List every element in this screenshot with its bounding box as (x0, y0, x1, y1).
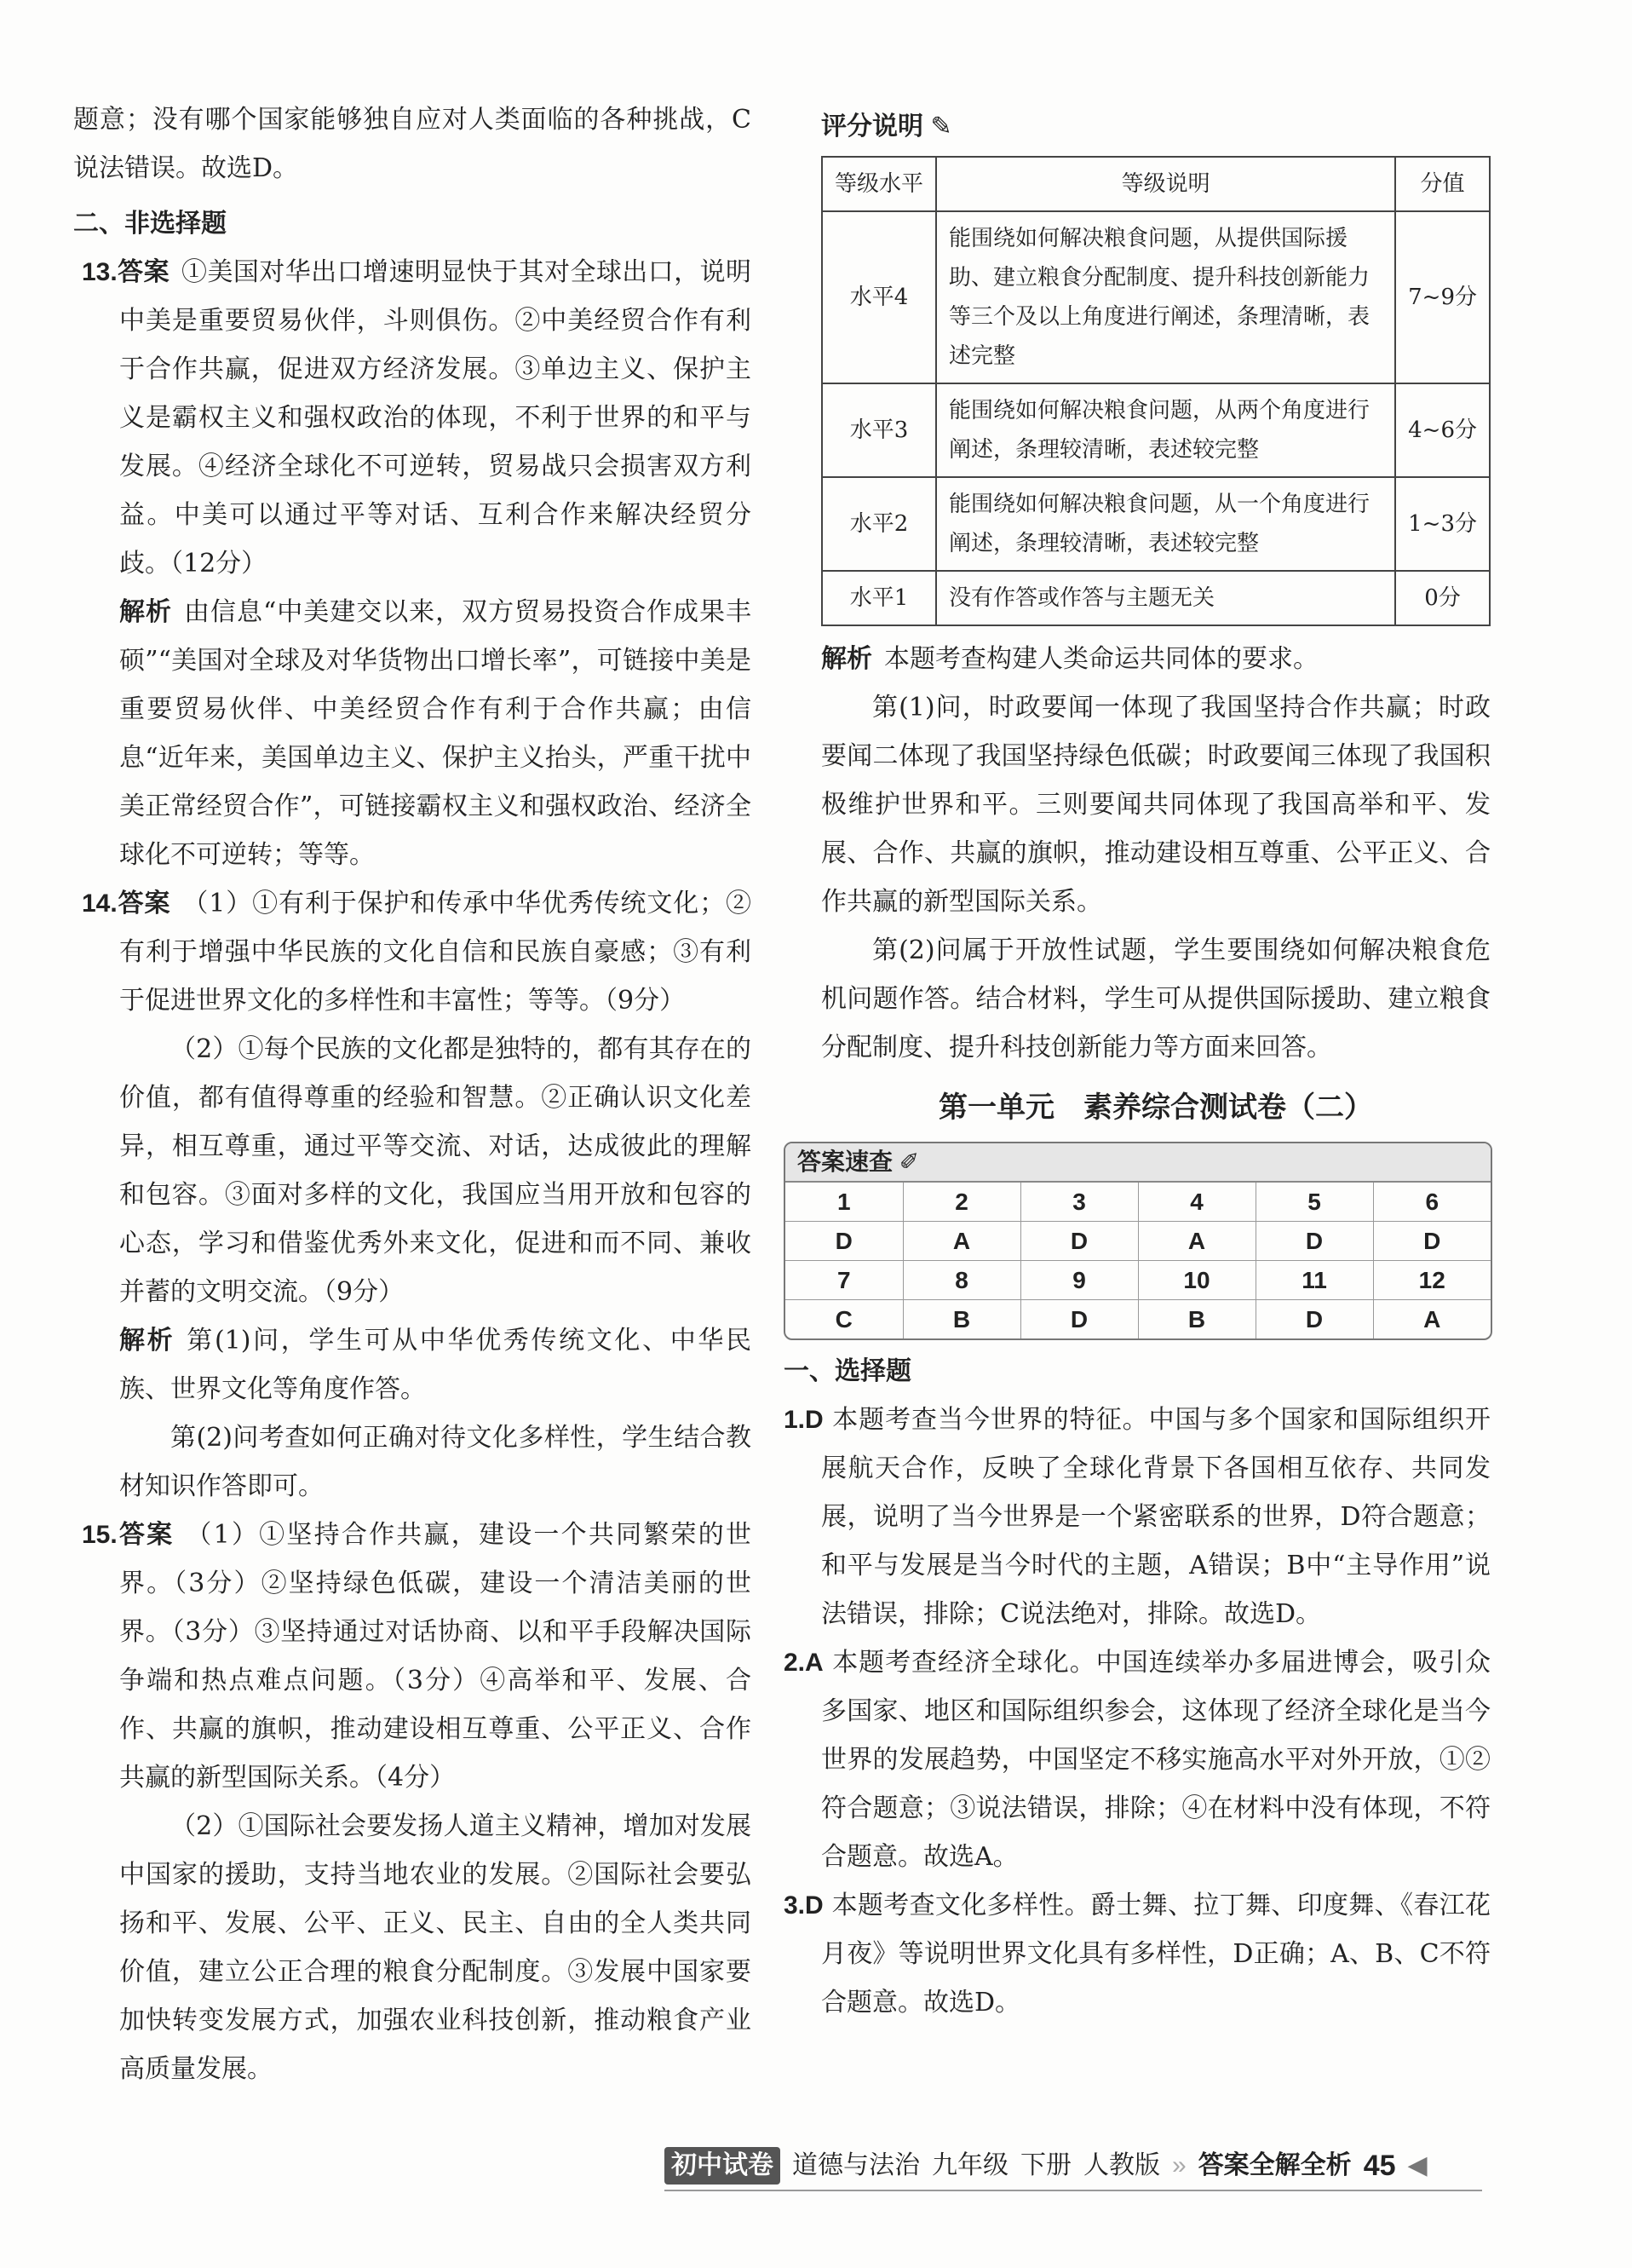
section-heading: 一、选择题 (784, 1357, 911, 1385)
unit-title: 第一单元 素养综合测试卷（二） (939, 1091, 1373, 1124)
table-row: 水平4 能围绕如何解决粮食问题，从提供国际援助、建立粮食分配制度、提升科技创新能力等三个及以上角度进行阐述，条理清晰，表述完整 7~9分 (822, 211, 1490, 383)
leaf-icon: ✎ (930, 112, 952, 141)
question-13: 13.答案 ①美国对华出口增速明显快于其对全球出口，说明中美是重要贸易伙伴，斗则俱伤。②中美经贸合作有利于合作共赢，促进双方经济发展。③单边主义、保护主义是霸权主义和强权政治的体现，不利于世界的和平与发展。④经济全球化不可逆转，贸易战只会损害双方利益。中美可以通过平等对话、互利合作来解决经贸分歧。（12分） 解析 由信息“中美建交以来，双方贸易投资合作成果丰硕”“美国对全球及对华货物出口增长率”，可链接中美是重要贸易伙伴、中美经贸合作有利于合作共赢；由信息“近年来，美国单边主义、保护主义抬头，严重干扰中美正常经贸合作”，可链接霸权主义和强权政治、经济全球化不可逆转；等等。 (82, 257, 752, 870)
section-heading: 二、非选择题 (73, 210, 227, 238)
pen-icon: ✐ (899, 1148, 920, 1175)
right-column (784, 95, 1491, 2027)
answer-key-header: 答案速查 ✐ (785, 1143, 1491, 1183)
analysis-part-2: 第(2)问属于开放性试题，学生要围绕如何解决粮食危机问题作答。结合材料，学生可从提供国际援助、建立粮食分配制度、提升科技创新能力等方面来回答。 (821, 935, 1491, 1062)
continued-text: 题意；没有哪个国家能够独自应对人类面临的各种挑战，C说法错误。故选D。 (73, 105, 751, 183)
page-number: 45 (1363, 2150, 1396, 2182)
analysis-part-1: 第(1)问，时政要闻一体现了我国坚持合作共赢；时政要闻二体现了我国坚持绿色低碳；时政要闻三体现了我国积极维护世界和平。三则要闻共同体现了我国高举和平、发展、合作、共赢的旗帜，推动建设相互尊重、公平正义、合作共赢的新型国际关系。 (821, 693, 1491, 917)
page-footer: 初中试卷 道德与法治 九年级 下册 人教版 » 答案全解全析 45 ◀ (664, 2147, 1632, 2185)
question-14: 14.答案 （1）①有利于保护和传承中华优秀传统文化；②有利于增强中华民族的文化自信和民族自豪感；③有利于促进世界文化的多样性和丰富性；等等。（9分） （2）①每个民族的文化都是独特的，都有其存在的价值，都有值得尊重的经验和智慧。②正确认识文化差异，相互尊重，通过平等交流、对话，达成彼此的理解和包容。③面对多样的文化，我国应当用开放和包容的心态，学习和借鉴优秀外来文化，促进和而不同、兼收并蓄的文明交流。（9分） 解析 第(1)问，学生可从中华优秀传统文化、中华民族、世界文化等角度作答。 第(2)问考查如何正确对待文化多样性，学生结合教材知识作答即可。 (82, 889, 752, 1501)
rubric-table (821, 156, 1491, 626)
table-header-row: 等级水平 等级说明 分值 (822, 157, 1490, 211)
list-item: 3.D 本题考查文化多样性。爵士舞、拉丁舞、印度舞、《春江花月夜》等说明世界文化具有多样性，D正确；A、B、C不符合题意。故选D。 (784, 1891, 1491, 2018)
answer-key (784, 1142, 1492, 1340)
list-item: 2.A 本题考查经济全球化。中国连续举办多届进博会，吸引众多国家、地区和国际组织参会，这体现了经济全球化是当今世界的发展趋势，中国坚定不移实施高水平对外开放，①②符合题意；③说法错误，排除；④在材料中没有体现，不符合题意。故选A。 (784, 1648, 1491, 1872)
question-15: 15.答案 （1）①坚持合作共赢，建设一个共同繁荣的世界。（3分）②坚持绿色低碳，建设一个清洁美丽的世界。（3分）③坚持通过对话协商、以和平手段解决国际争端和热点难点问题。（3分）④高举和平、发展、合作、共赢的旗帜，推动建设相互尊重、公平正义、合作共赢的新型国际关系。（4分） （2）①国际社会要发扬人道主义精神，增加对发展中国家的援助，支持当地农业的发展。②国际社会要弘扬和平、发展、公平、正义、民主、自由的全人类共同价值，建立公正合理的粮食分配制度。③发展中国家要加快转变发展方式，加强农业科技创新，推动粮食产业高质量发展。 (82, 1520, 752, 2084)
analysis: 解析 本题考查构建人类命运共同体的要求。 (821, 644, 1319, 674)
footer-area (0, 2113, 1632, 2268)
table-row: 水平3 能围绕如何解决粮食问题，从两个角度进行阐述，条理较清晰，表述较完整 4~6分 (822, 383, 1490, 477)
list-item: 1.D 本题考查当今世界的特征。中国与多个国家和国际组织开展航天合作，反映了全球化背景下各国相互依存、共同发展，说明了当今世界是一个紧密联系的世界，D符合题意；和平与发展是当今时代的主题，A错误；B中“主导作用”说法错误，排除；C说法绝对，排除。故选D。 (784, 1405, 1491, 1629)
table-row: 水平1 没有作答或作答与主题无关 0分 (822, 571, 1490, 625)
answer-key-grid: 1 2 3 4 5 6 D A D A D D 7 8 9 10 11 12 C B D B D A (785, 1183, 1491, 1338)
footer-divider (664, 2190, 1482, 2191)
rubric-title: 评分说明 ✎ (821, 112, 952, 141)
triangle-left-icon: ◀ (1407, 2151, 1428, 2179)
table-row: 水平2 能围绕如何解决粮食问题，从一个角度进行阐述，条理较清晰，表述较完整 1~3分 (822, 477, 1490, 571)
choice-items (784, 1396, 1491, 2027)
left-column (73, 95, 751, 2093)
